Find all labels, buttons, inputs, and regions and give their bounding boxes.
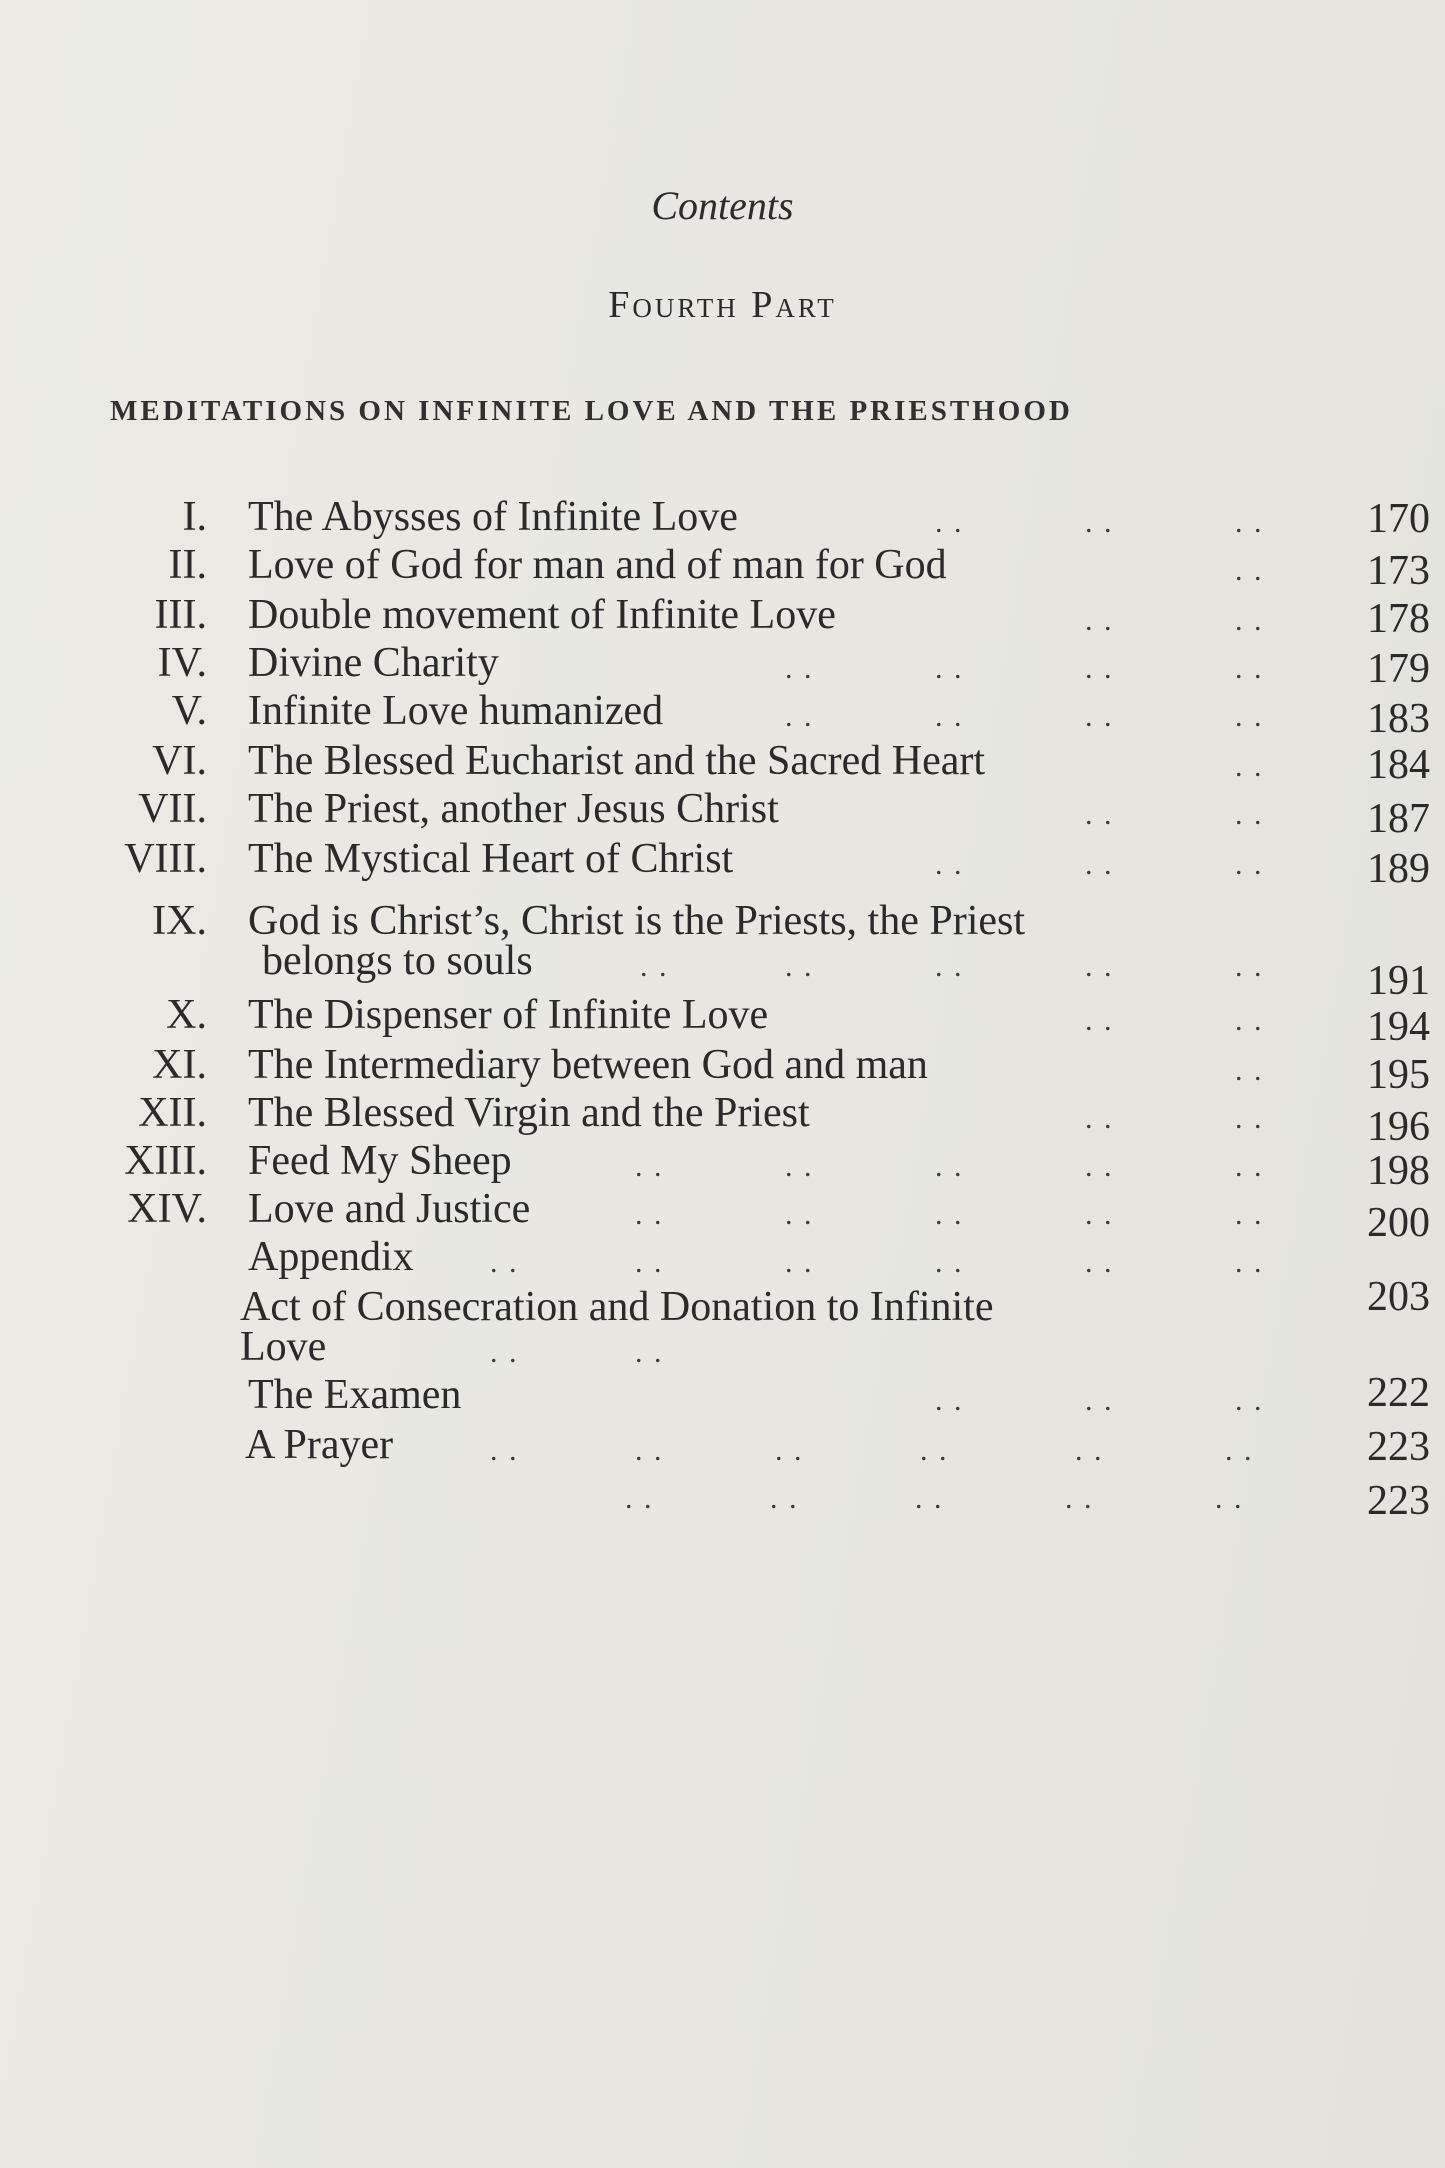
consecration-title-continuation: Love [240,1324,327,1370]
dot-leader: . . [635,1150,664,1183]
chapter-number: XII. [138,1090,207,1136]
dot-leader: . . [1225,1434,1254,1467]
chapter-title: The Blessed Eucharist and the Sacred Heart [248,738,986,784]
dot-leader: . . [935,1246,964,1279]
toc-entry [0,591,1445,642]
chapter-title: The Blessed Virgin and the Priest [248,1090,810,1136]
dot-leader: . . [1085,1004,1114,1037]
toc-entry [0,835,1445,892]
dot-leader: . . [1235,1150,1264,1183]
chapter-number: XIV. [127,1186,207,1232]
dot-leader: . . [1235,1004,1264,1037]
dot-leader: . . [935,950,964,983]
chapter-number: X. [166,992,207,1038]
chapter-number: VI. [152,738,207,784]
chapter-title: Double movement of Infinite Love [248,592,836,638]
dot-leader: . . [785,1198,814,1231]
dot-leader: . . [1235,750,1264,783]
toc-extra-entry-continuation [0,1323,1445,1371]
dot-leader: . . [935,1150,964,1183]
page-number: 183 [1367,696,1430,742]
dot-leader: . . [1235,506,1264,539]
chapter-number: VII. [138,786,207,832]
dot-leader: . . [1085,1384,1114,1417]
page-number: 200 [1367,1200,1430,1246]
chapter-number: XI. [152,1042,207,1088]
dot-leader: . . [915,1482,944,1515]
dot-leader: . . [1065,1482,1094,1515]
dot-leader: . . [625,1482,654,1515]
chapter-title-continuation: belongs to souls [262,938,533,984]
prayer-title: A Prayer [245,1422,394,1468]
dot-leader: . . [1085,1150,1114,1183]
chapter-number: II. [168,542,207,588]
dot-leader: . . [490,1246,519,1279]
chapter-number: VIII. [124,836,207,882]
chapter-title: Love of God for man and of man for God [248,542,947,588]
toc-entry [0,687,1445,742]
chapter-number: I. [182,494,207,540]
chapter-title: The Mystical Heart of Christ [248,836,734,882]
page-number: 222 [1367,1370,1430,1416]
dot-leader: . . [1235,1198,1264,1231]
page-number: 173 [1367,548,1430,594]
chapter-title: Divine Charity [248,640,499,686]
dot-leader: . . [770,1482,799,1515]
dot-leader: . . [1085,604,1114,637]
dot-leader: . . [1235,652,1264,685]
page-number: 223 [1367,1478,1430,1524]
toc-entry [0,1041,1445,1098]
dot-leader: . . [1235,1246,1264,1279]
dot-leader: . . [1235,604,1264,637]
dot-leader: . . [1235,950,1264,983]
toc-entry [0,1089,1445,1150]
dot-leader: . . [640,950,669,983]
running-header: Contents [651,183,794,228]
chapter-number: XIII. [124,1138,207,1184]
dot-leader: . . [785,1150,814,1183]
dot-leader: . . [1215,1482,1244,1515]
page-number: 194 [1367,1004,1430,1050]
chapter-number: IV. [157,640,207,686]
chapter-title: The Intermediary between God and man [248,1042,928,1088]
toc-entry [0,991,1445,1050]
dot-leader: . . [1085,506,1114,539]
chapter-title: The Dispenser of Infinite Love [248,992,769,1038]
dot-leader: . . [935,652,964,685]
dot-leader: . . [785,950,814,983]
dot-leader: . . [1235,848,1264,881]
page-number: 203 [1367,1274,1430,1320]
toc-entry [0,639,1445,692]
appendix-title: Appendix [248,1234,414,1280]
toc-extra-entry [0,1371,1445,1419]
dot-leader: . . [635,1246,664,1279]
chapter-title: God is Christ’s, Christ is the Priests, the Priest [248,898,1026,944]
toc-entry [0,1137,1445,1194]
page-number: 170 [1367,496,1430,542]
page-number: 184 [1367,742,1430,788]
page-number: 178 [1367,596,1430,642]
dot-leader: . . [935,848,964,881]
toc-trailing-line [0,1469,1445,1524]
toc-entry [0,785,1445,842]
dot-leader: . . [1235,700,1264,733]
chapter-title: The Priest, another Jesus Christ [248,786,779,832]
dot-leader: . . [785,652,814,685]
examen-title: The Examen [248,1372,462,1418]
chapter-title: Infinite Love humanized [248,688,664,734]
dot-leader: . . [935,700,964,733]
page-number: 195 [1367,1052,1430,1098]
dot-leader: . . [635,1336,664,1369]
page-number: 187 [1367,796,1430,842]
dot-leader: . . [920,1434,949,1467]
toc-extra-entry [0,1421,1445,1469]
toc-entry [0,737,1445,788]
dot-leader: . . [1235,1384,1264,1417]
chapter-title: The Abysses of Infinite Love [248,494,738,540]
page-number: 191 [1367,958,1430,1004]
dot-leader: . . [1085,1102,1114,1135]
toc-entry [0,541,1445,594]
dot-leader: . . [490,1336,519,1369]
dot-leader: . . [935,1198,964,1231]
dot-leader: . . [1235,1102,1264,1135]
chapter-title: Feed My Sheep [248,1138,512,1184]
dot-leader: . . [1085,1198,1114,1231]
toc-entry [0,1185,1445,1246]
page-number: 198 [1367,1148,1430,1194]
section-title: MEDITATIONS ON INFINITE LOVE AND THE PRIESTHOOD [110,395,1073,427]
dot-leader: . . [490,1434,519,1467]
dot-leader: . . [1075,1434,1104,1467]
dot-leader: . . [1235,554,1264,587]
dot-leader: . . [935,506,964,539]
chapter-number: V. [171,688,207,734]
page-number: 196 [1367,1104,1430,1150]
page-number: 189 [1367,846,1430,892]
page-number: 179 [1367,646,1430,692]
consecration-title: Act of Consecration and Donation to Infinite [240,1284,994,1330]
chapter-title: Love and Justice [248,1186,531,1232]
dot-leader: . . [1235,1054,1264,1087]
dot-leader: . . [635,1198,664,1231]
chapter-number: IX. [152,898,207,944]
dot-leader: . . [1085,798,1114,831]
toc-entry [0,493,1445,541]
dot-leader: . . [935,1384,964,1417]
dot-leader: . . [1085,652,1114,685]
dot-leader: . . [775,1434,804,1467]
page-number: 223 [1367,1424,1430,1470]
chapter-number: III. [154,592,207,638]
dot-leader: . . [1085,950,1114,983]
dot-leader: . . [1085,1246,1114,1279]
dot-leader: . . [635,1434,664,1467]
dot-leader: . . [1235,798,1264,831]
dot-leader: . . [1085,700,1114,733]
dot-leader: . . [785,700,814,733]
dot-leader: . . [1085,848,1114,881]
part-title: Fourth Part [608,284,837,326]
toc-entry-continuation [0,937,1445,1004]
dot-leader: . . [785,1246,814,1279]
